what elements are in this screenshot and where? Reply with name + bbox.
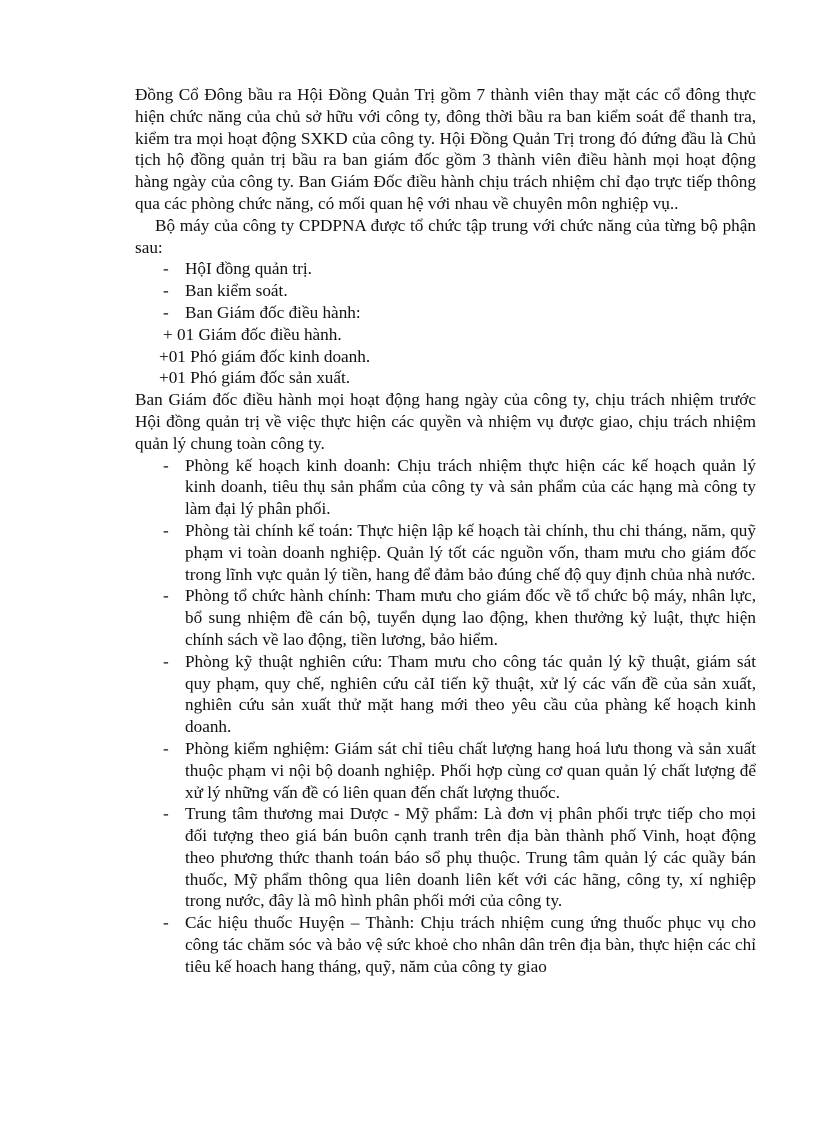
dash-bullet: - (163, 804, 169, 824)
list-item: - Phòng tài chính kế toán: Thực hiện lập kế hoạch tài chính, thu chi tháng, năm, quỹ phạm vi toàn doanh nghiệp. Quản lý tốt các nguồn vốn, tham mưu cho giám đốc trong lĩnh vực quản lý tiền, hang để đảm bảo đúng chế độ quy định chủa nhà nước. (163, 520, 756, 584)
board-member-line: + 01 Giám đốc điều hành. (163, 324, 342, 344)
document-page (135, 84, 756, 978)
list-item: - HộI đồng quản trị. (163, 259, 312, 279)
dash-bullet: - (163, 302, 169, 322)
structure-paragraph: Bộ máy của công ty CPDPNA được tổ chức tập trung với chức năng của từng bộ phận sau: (135, 215, 756, 257)
board-member-line: +01 Phó giám đốc kinh doanh. (159, 346, 371, 366)
board-member-line: +01 Phó giám đốc sản xuất. (159, 368, 351, 388)
dash-bullet: - (163, 520, 169, 540)
list-item: - Phòng tổ chức hành chính: Tham mưu cho giám đốc về tổ chức bộ máy, nhân lực, bổ sung nhiệm đề cán bộ, tuyển dụng lao động, khen thưởng kỷ luật, thực hiện chính sách về lao động, tiền lương, bảo hiểm. (163, 586, 756, 649)
dash-bullet: - (163, 586, 169, 606)
list-item: - Các hiệu thuốc Huyện – Thành: Chịu trách nhiệm cung ứng thuốc phục vụ cho công tác chăm sóc và bảo vệ sức khoẻ cho nhân dân trên địa bàn, thực hiện các chỉ tiêu kế hoach hang tháng, quỹ, năm của công ty giao (163, 913, 756, 976)
dash-bullet: - (163, 651, 169, 671)
list-item: - Ban Giám đốc điều hành: (163, 302, 361, 322)
governance-list (135, 258, 756, 323)
list-item: - Phòng kiểm nghiệm: Giám sát chỉ tiêu chất lượng hang hoá lưu thong và sản xuất thuộc phạm vi nội bộ doanh nghiệp. Phối hợp cùng cơ quan quản lý chất lượng để xử lý những vấn đề có liên quan đến chất lượng thuốc. (163, 738, 756, 802)
list-item: - Trung tâm thương mai Dược - Mỹ phẩm: Là đơn vị phân phối trực tiếp cho mọi đối tượng theo giá bán buôn cạnh tranh trên địa bàn thành phố Vinh, hoạt động theo phương thức thanh toán báo sổ phụ thuộc. Trung tâm quản lý các quầy bán thuốc, Mỹ phẩm thông qua liên doanh liên kết với các hãng, công ty, xí nghiệp trong nước, đây là mô hình phân phối mới của công ty. (163, 804, 756, 911)
management-paragraph: Ban Giám đốc điều hành mọi hoạt động hang ngày của công ty, chịu trách nhiệm trước Hội đồng quản trị về việc thực hiện các quyền và nhiệm vụ được giao, chịu trách nhiệm quản lý chung toàn công ty. (135, 390, 756, 453)
intro-paragraph: Đồng Cổ Đông bầu ra Hội Đồng Quản Trị gồm 7 thành viên thay mặt các cổ đông thực hiện chức năng của chủ sở hữu với công ty, đông thời bầu ra ban kiểm soát để thanh tra, kiểm tra mọi hoạt động SXKD của công ty. Hội Đồng Quản Trị trong đó đứng đầu là Chủ tịch hộ đồng quản trị bầu ra ban giám đốc gồm 3 thành viên điều hành mọi hoạt động hàng ngày của công ty. Ban Giám Đốc điều hành chịu trách nhiệm chỉ đạo trực tiếp thông qua các phòng chức năng, có mối quan hệ với nhau về chuyên môn nghiệp vụ.. (135, 85, 756, 213)
list-item: - Phòng kỹ thuật nghiên cứu: Tham mưu cho công tác quản lý kỹ thuật, giám sát quy phạm, quy chế, nghiên cứu cảI tiến kỹ thuật, xử lý các vấn đề của sản xuất, nghiên cứu sản xuất thử mặt hang mới theo yêu cầu của phàng kế hoạch kinh doanh. (163, 651, 756, 737)
dash-bullet: - (163, 913, 169, 933)
dash-bullet: - (163, 281, 169, 301)
list-item: - Ban kiểm soát. (163, 281, 288, 301)
dash-bullet: - (163, 738, 169, 758)
dash-bullet: - (163, 455, 169, 475)
department-list (135, 455, 756, 978)
list-item: - Phòng kế hoạch kinh doanh: Chịu trách nhiệm thực hiện các kế hoạch quản lý kinh doanh, tiêu thụ sản phẩm của công ty và sản phẩm của các hạng mà công ty làm đại lý phân phối. (163, 455, 756, 519)
dash-bullet: - (163, 259, 169, 279)
